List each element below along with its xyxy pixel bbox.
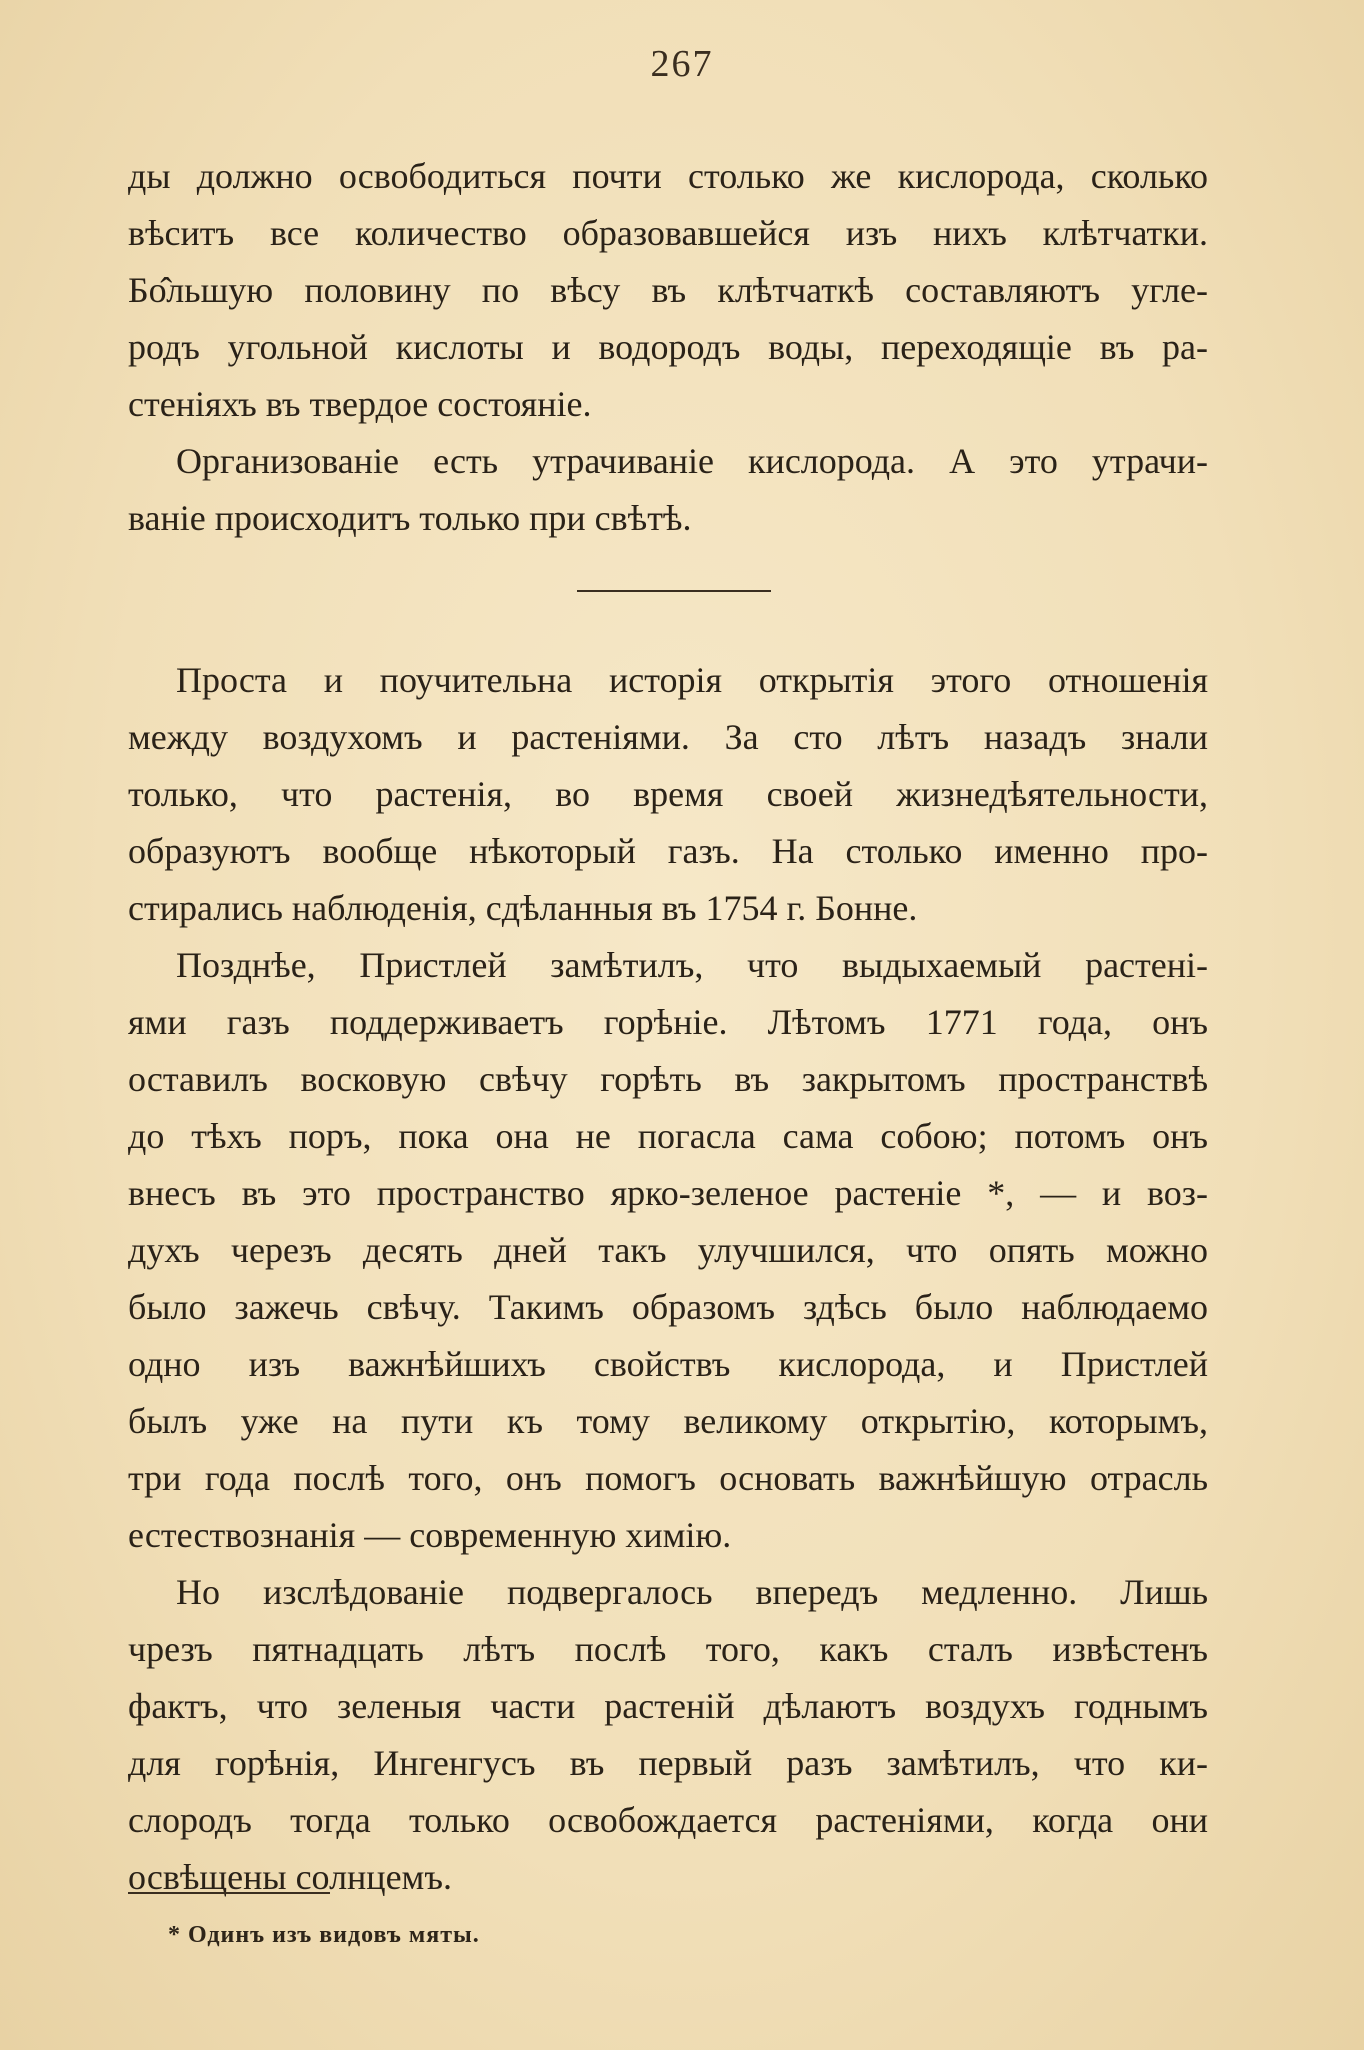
text-line: освѣщены солнцемъ.	[128, 1857, 452, 1897]
page-number: 267	[650, 43, 714, 85]
text-line: вѣситъ все количество образовавшейся изъ нихъ клѣтчатки.	[128, 213, 1208, 253]
text-line: до тѣхъ поръ, пока она не погасла сама собою; потомъ онъ	[128, 1116, 1208, 1156]
text-line: стеніяхъ въ твердое состояніе.	[128, 384, 592, 424]
footnote-divider	[128, 1892, 330, 1894]
text-line: фактъ, что зеленыя части растеній дѣлаютъ воздухъ годнымъ	[128, 1686, 1208, 1726]
text-line: Проста и поучительна исторія открытія этого отношенія	[176, 660, 1208, 700]
text-line: ваніе происходитъ только при свѣтѣ.	[128, 498, 692, 538]
text-line: родъ угольной кислоты и водородъ воды, переходящіе въ ра-	[128, 327, 1208, 367]
text-line: слородъ тогда только освобождается растеніями, когда они	[128, 1800, 1208, 1840]
text-line: Позднѣе, Пристлей замѣтилъ, что выдыхаемый растені-	[176, 945, 1208, 985]
text-line: былъ уже на пути къ тому великому открытію, которымъ,	[128, 1401, 1208, 1441]
text-line: между воздухомъ и растеніями. За сто лѣтъ назадъ знали	[128, 717, 1208, 757]
text-section-1	[128, 148, 1208, 547]
text-line: для горѣнія, Ингенгусъ въ первый разъ замѣтилъ, что ки-	[128, 1743, 1208, 1783]
text-line: было зажечь свѣчу. Такимъ образомъ здѣсь было наблюдаемо	[128, 1287, 1208, 1327]
text-line: Бо̂льшую половину по вѣсу въ клѣтчаткѣ составляютъ угле-	[128, 270, 1208, 310]
text-line: только, что растенія, во время своей жизнедѣятельности,	[128, 774, 1208, 814]
text-line: образуютъ вообще нѣкоторый газъ. На столько именно про-	[128, 831, 1208, 871]
text-line: чрезъ пятнадцать лѣтъ послѣ того, какъ сталъ извѣстенъ	[128, 1629, 1208, 1669]
section-divider	[577, 590, 771, 592]
text-line: Но изслѣдованіе подвергалось впередъ медленно. Лишь	[176, 1572, 1208, 1612]
text-line: стирались наблюденія, сдѣланныя въ 1754 г. Бонне.	[128, 888, 918, 928]
text-line: Организованіе есть утрачиваніе кислорода. А это утрачи-	[176, 441, 1208, 481]
text-line: духъ черезъ десять дней такъ улучшился, что опять можно	[128, 1230, 1208, 1270]
text-section-2	[128, 652, 1208, 1906]
text-line: внесъ въ это пространство ярко-зеленое растеніе *, — и воз-	[128, 1173, 1208, 1213]
text-line: три года послѣ того, онъ помогъ основать важнѣйшую отрасль	[128, 1458, 1208, 1498]
text-line: оставилъ восковую свѣчу горѣть въ закрытомъ пространствѣ	[128, 1059, 1208, 1099]
text-line: ды должно освободиться почти столько же кислорода, сколько	[128, 156, 1208, 196]
text-line: ями газъ поддерживаетъ горѣніе. Лѣтомъ 1771 года, онъ	[128, 1002, 1208, 1042]
footnote: * Одинъ изъ видовъ мяты.	[168, 1922, 480, 1948]
text-line: естествознанія — современную химію.	[128, 1515, 732, 1555]
text-line: одно изъ важнѣйшихъ свойствъ кислорода, и Пристлей	[128, 1344, 1208, 1384]
